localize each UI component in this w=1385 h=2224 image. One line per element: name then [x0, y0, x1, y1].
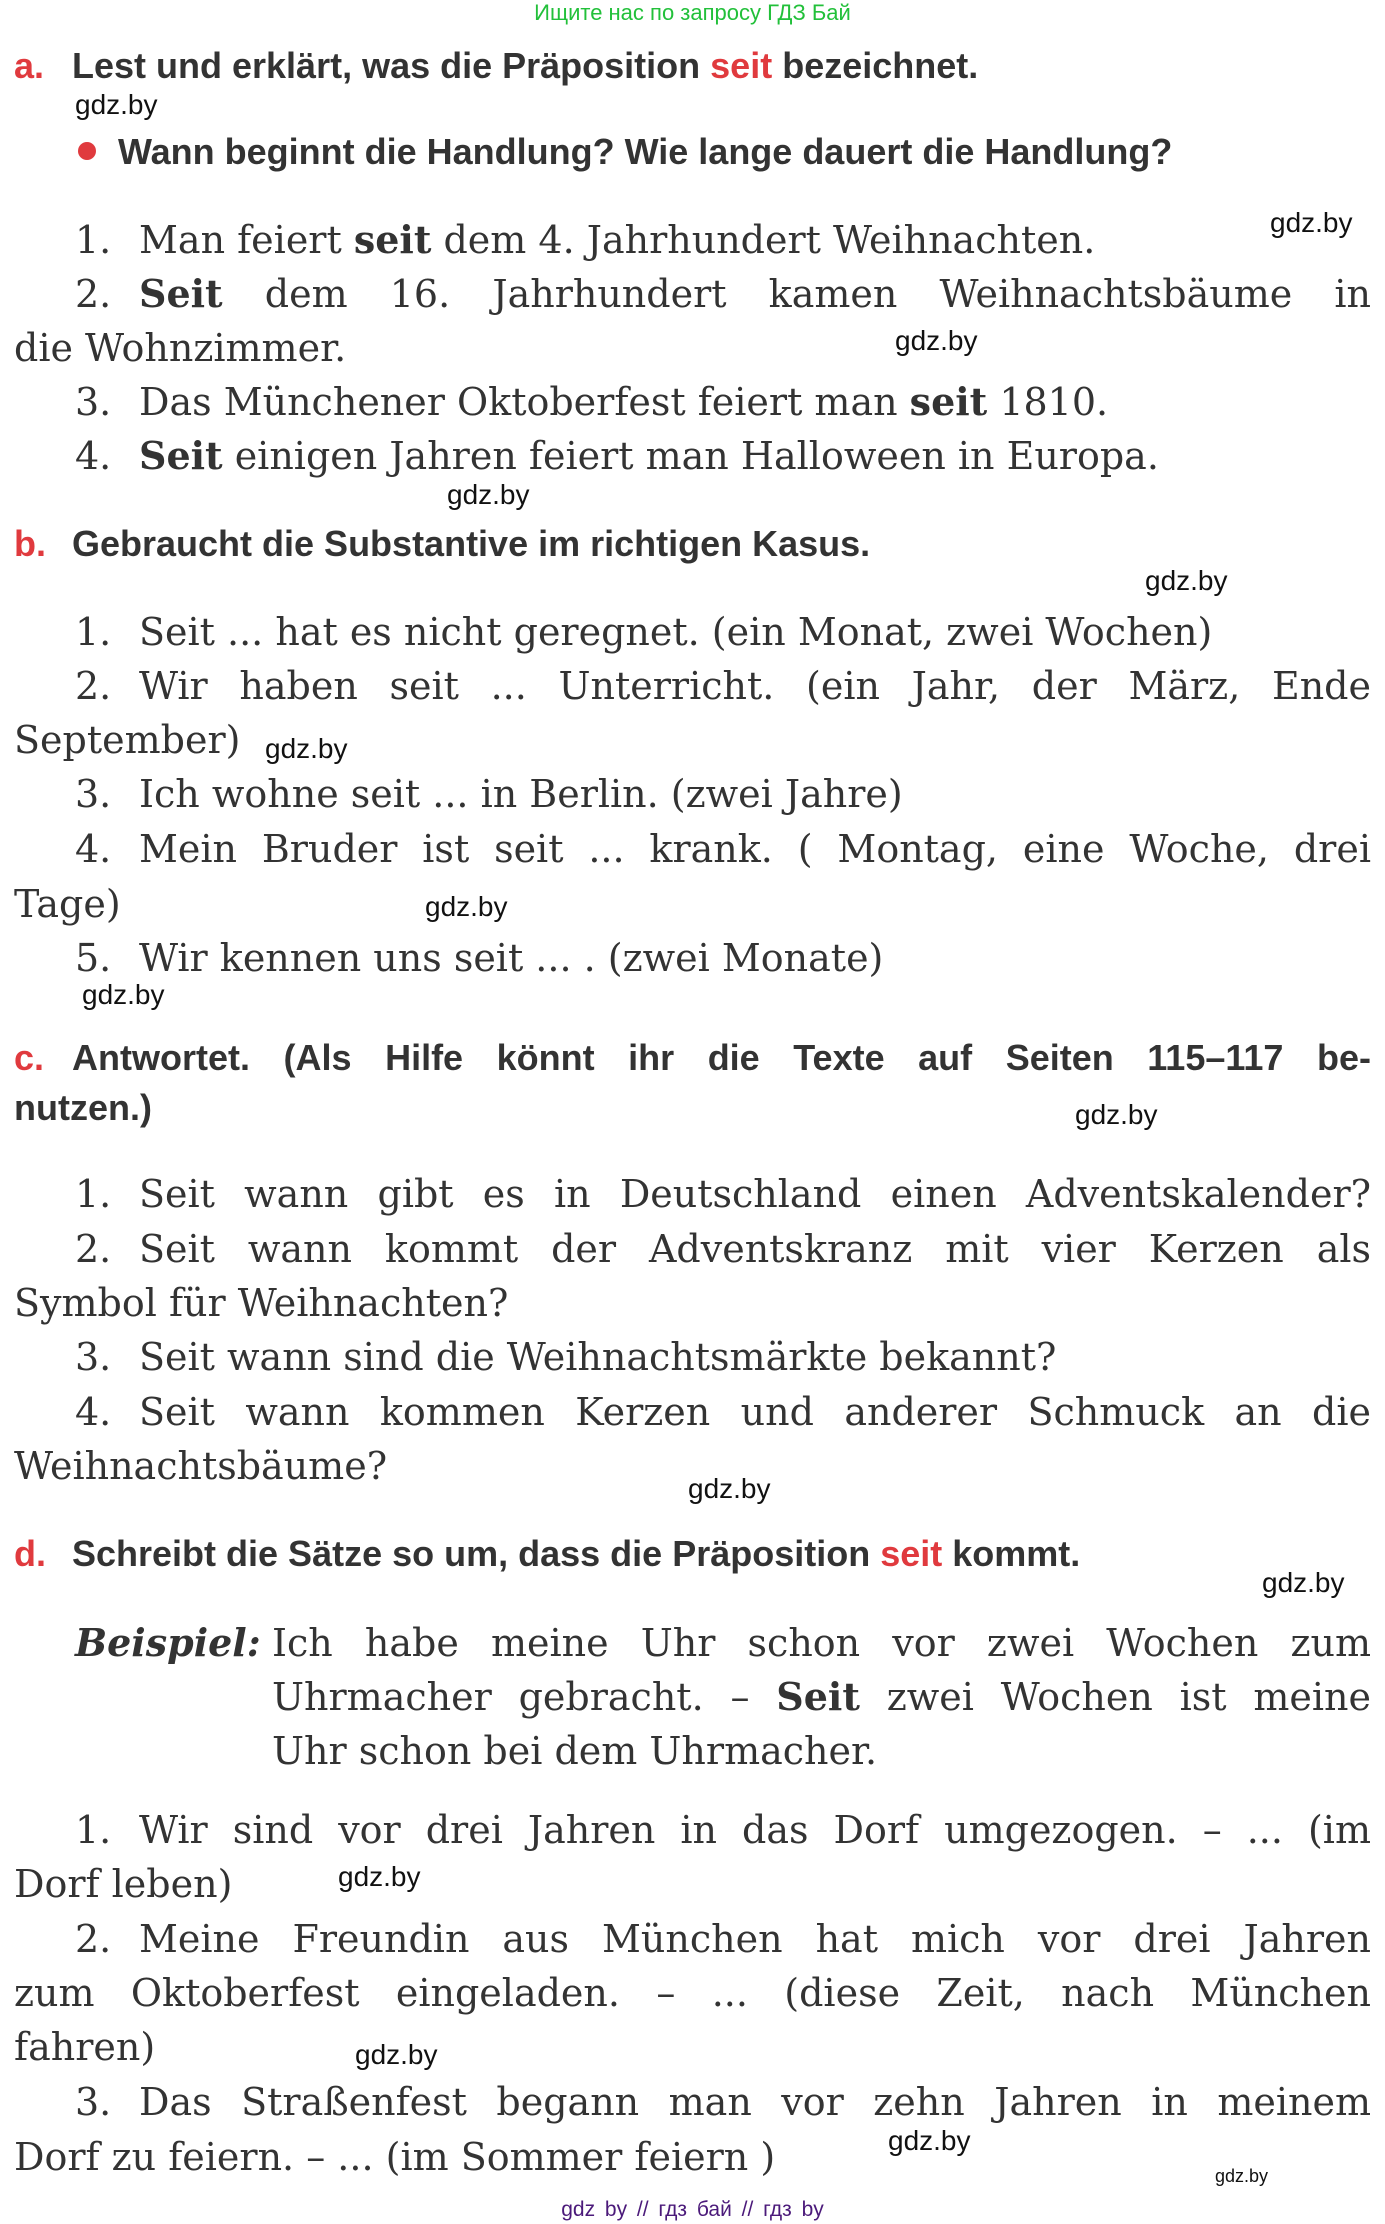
section-d-title-post: kommt. [942, 1533, 1081, 1574]
watermark: gdz.by [1145, 565, 1228, 596]
item-text: einigen Jahren feiert man Halloween in Europa. [222, 434, 1159, 478]
item-text: 1810. [987, 380, 1109, 424]
section-a-title-highlight: seit [710, 45, 773, 86]
section-a-letter: a. [14, 45, 45, 86]
item-number: 5. [75, 936, 112, 980]
section-a-item-2-cont: die Wohnzimmer. [14, 326, 347, 370]
example-text: Uhrmacher gebracht. – [272, 1675, 777, 1719]
section-d-title-pre: Schreibt die Sätze so um, dass die Präposition [72, 1533, 881, 1574]
section-a-bullet-text: Wann beginnt die Handlung? Wie lange dauert die Handlung? [118, 131, 1173, 172]
item-number: 2. [75, 664, 112, 708]
example-text: zwei Wochen ist meine [859, 1675, 1371, 1719]
section-b-item-2-cont: September) [14, 718, 241, 762]
section-a-item-3 [75, 378, 1108, 426]
item-number: 3. [75, 380, 112, 424]
section-c-letter: c. [14, 1037, 45, 1078]
item-number: 2. [75, 1227, 112, 1271]
section-c-item-2 [75, 1225, 1371, 1273]
watermark: gdz.by [82, 979, 165, 1010]
section-d-title-highlight: seit [880, 1533, 943, 1574]
item-number: 4. [75, 434, 112, 478]
item-number: 3. [75, 772, 112, 816]
section-c-item-4 [75, 1388, 1371, 1436]
section-b-title: Gebraucht die Substantive im richtigen Kasus. [72, 523, 871, 564]
item-text: Seit wann gibt es in Deutschland einen Adventskalender? [139, 1172, 1371, 1216]
bullet-icon [78, 142, 96, 160]
item-text: Das Straßenfest begann man vor zehn Jahren in meinem [139, 2080, 1371, 2124]
item-text: dem 16. Jahrhundert kamen Weihnachtsbäume in [222, 272, 1371, 316]
item-text: Seit ... hat es nicht geregnet. (ein Monat, zwei Wochen) [139, 610, 1213, 654]
section-a-title-post: bezeichnet. [772, 45, 979, 86]
item-number: 4. [75, 1390, 112, 1434]
section-a-bullet-line [78, 130, 1172, 174]
section-c-heading-cont: nutzen.) [14, 1087, 152, 1128]
section-d-item-1-cont: Dorf leben) [14, 1862, 233, 1906]
top-banner: Ищите нас по запросу ГДЗ Бай [534, 0, 851, 25]
item-text: Ich wohne seit ... in Berlin. (zwei Jahre) [139, 772, 903, 816]
item-number: 1. [75, 218, 112, 262]
example-line-2 [272, 1673, 1371, 1721]
section-b-item-5 [75, 934, 883, 982]
item-text: Wir sind vor drei Jahren in das Dorf umgezogen. – ... (im [139, 1808, 1371, 1852]
section-a-item-1 [75, 216, 1095, 264]
section-b-item-1 [75, 608, 1212, 656]
item-number: 4. [75, 827, 112, 871]
item-bold: seit [909, 379, 988, 424]
watermark-small: gdz.by [1215, 2166, 1269, 2186]
section-c-item-3 [75, 1333, 1056, 1381]
section-d-item-2 [75, 1915, 1371, 1963]
item-text: Seit wann kommt der Adventskranz mit vier Kerzen als [139, 1227, 1371, 1271]
item-text: Seit wann kommen Kerzen und anderer Schmuck an die [139, 1390, 1371, 1434]
section-d-item-3 [75, 2078, 1371, 2126]
example-line-1: Ich habe meine Uhr schon vor zwei Wochen zum [272, 1621, 1371, 1665]
section-d-letter: d. [14, 1533, 46, 1574]
section-c-item-1 [75, 1170, 1371, 1218]
watermark: gdz.by [75, 89, 158, 120]
section-b-item-3 [75, 770, 903, 818]
section-b-item-2 [75, 662, 1371, 710]
section-a-item-2 [75, 270, 1371, 318]
item-text: Man feiert [139, 218, 354, 262]
section-a-title-pre: Lest und erklärt, was die Präposition [72, 45, 711, 86]
watermark: gdz.by [895, 325, 978, 356]
item-text: Wir haben seit ... Unterricht. (ein Jahr, der März, Ende [139, 664, 1371, 708]
section-b-letter: b. [14, 523, 46, 564]
watermark: gdz.by [688, 1473, 771, 1504]
section-d-item-3-cont: Dorf zu feiern. – ... (im Sommer feiern ) [14, 2135, 776, 2179]
item-number: 2. [75, 1917, 112, 1961]
section-d-item-1 [75, 1806, 1371, 1854]
item-text: Das Münchener Oktoberfest feiert man [139, 380, 910, 424]
item-bold: Seit [139, 271, 223, 316]
item-text: Wir kennen uns seit ... . (zwei Monate) [139, 936, 884, 980]
item-bold: Seit [139, 433, 223, 478]
section-d-heading [14, 1532, 1080, 1576]
section-c-title-line1: Antwortet. (Als Hilfe könnt ihr die Texte auf Seiten 115–117 be- [72, 1037, 1371, 1078]
section-d-item-2-cont: zum Oktoberfest eingeladen. – ... (diese Zeit, nach München [14, 1971, 1371, 2015]
item-text: Seit wann sind die Weihnachtsmärkte bekannt? [139, 1335, 1057, 1379]
watermark: gdz.by [338, 1861, 421, 1892]
item-text: dem 4. Jahrhundert Weihnachten. [431, 218, 1096, 262]
watermark: gdz.by [447, 479, 530, 510]
item-number: 1. [75, 1808, 112, 1852]
watermark: gdz.by [355, 2039, 438, 2070]
item-number: 3. [75, 2080, 112, 2124]
section-c-item-4-cont: Weihnachtsbäume? [14, 1444, 388, 1488]
example-line-3: Uhr schon bei dem Uhrmacher. [272, 1729, 878, 1773]
item-number: 1. [75, 1172, 112, 1216]
example-bold: Seit [776, 1674, 860, 1719]
item-number: 2. [75, 272, 112, 316]
watermark: gdz.by [265, 733, 348, 764]
item-bold: seit [353, 217, 432, 262]
item-text: Mein Bruder ist seit ... krank. ( Montag, eine Woche, drei [139, 827, 1371, 871]
watermark: gdz.by [425, 891, 508, 922]
section-c-heading [14, 1036, 1371, 1080]
section-c-item-2-cont: Symbol für Weihnachten? [14, 1281, 509, 1325]
section-b-item-4 [75, 825, 1371, 873]
watermark: gdz.by [1075, 1099, 1158, 1130]
section-b-heading [14, 522, 870, 566]
item-number: 1. [75, 610, 112, 654]
item-text: Meine Freundin aus München hat mich vor drei Jahren [139, 1917, 1371, 1961]
watermark: gdz.by [1270, 207, 1353, 238]
example-label: Beispiel: [75, 1620, 261, 1665]
watermark: gdz.by [888, 2125, 971, 2156]
item-number: 3. [75, 1335, 112, 1379]
section-a-heading [14, 44, 978, 88]
section-b-item-4-cont: Tage) [14, 882, 121, 926]
section-d-item-2-cont2: fahren) [14, 2025, 156, 2069]
footer-links: gdz by // гдз бай // гдз by [561, 2198, 824, 2221]
watermark: gdz.by [1262, 1567, 1345, 1598]
section-a-item-4 [75, 432, 1159, 480]
